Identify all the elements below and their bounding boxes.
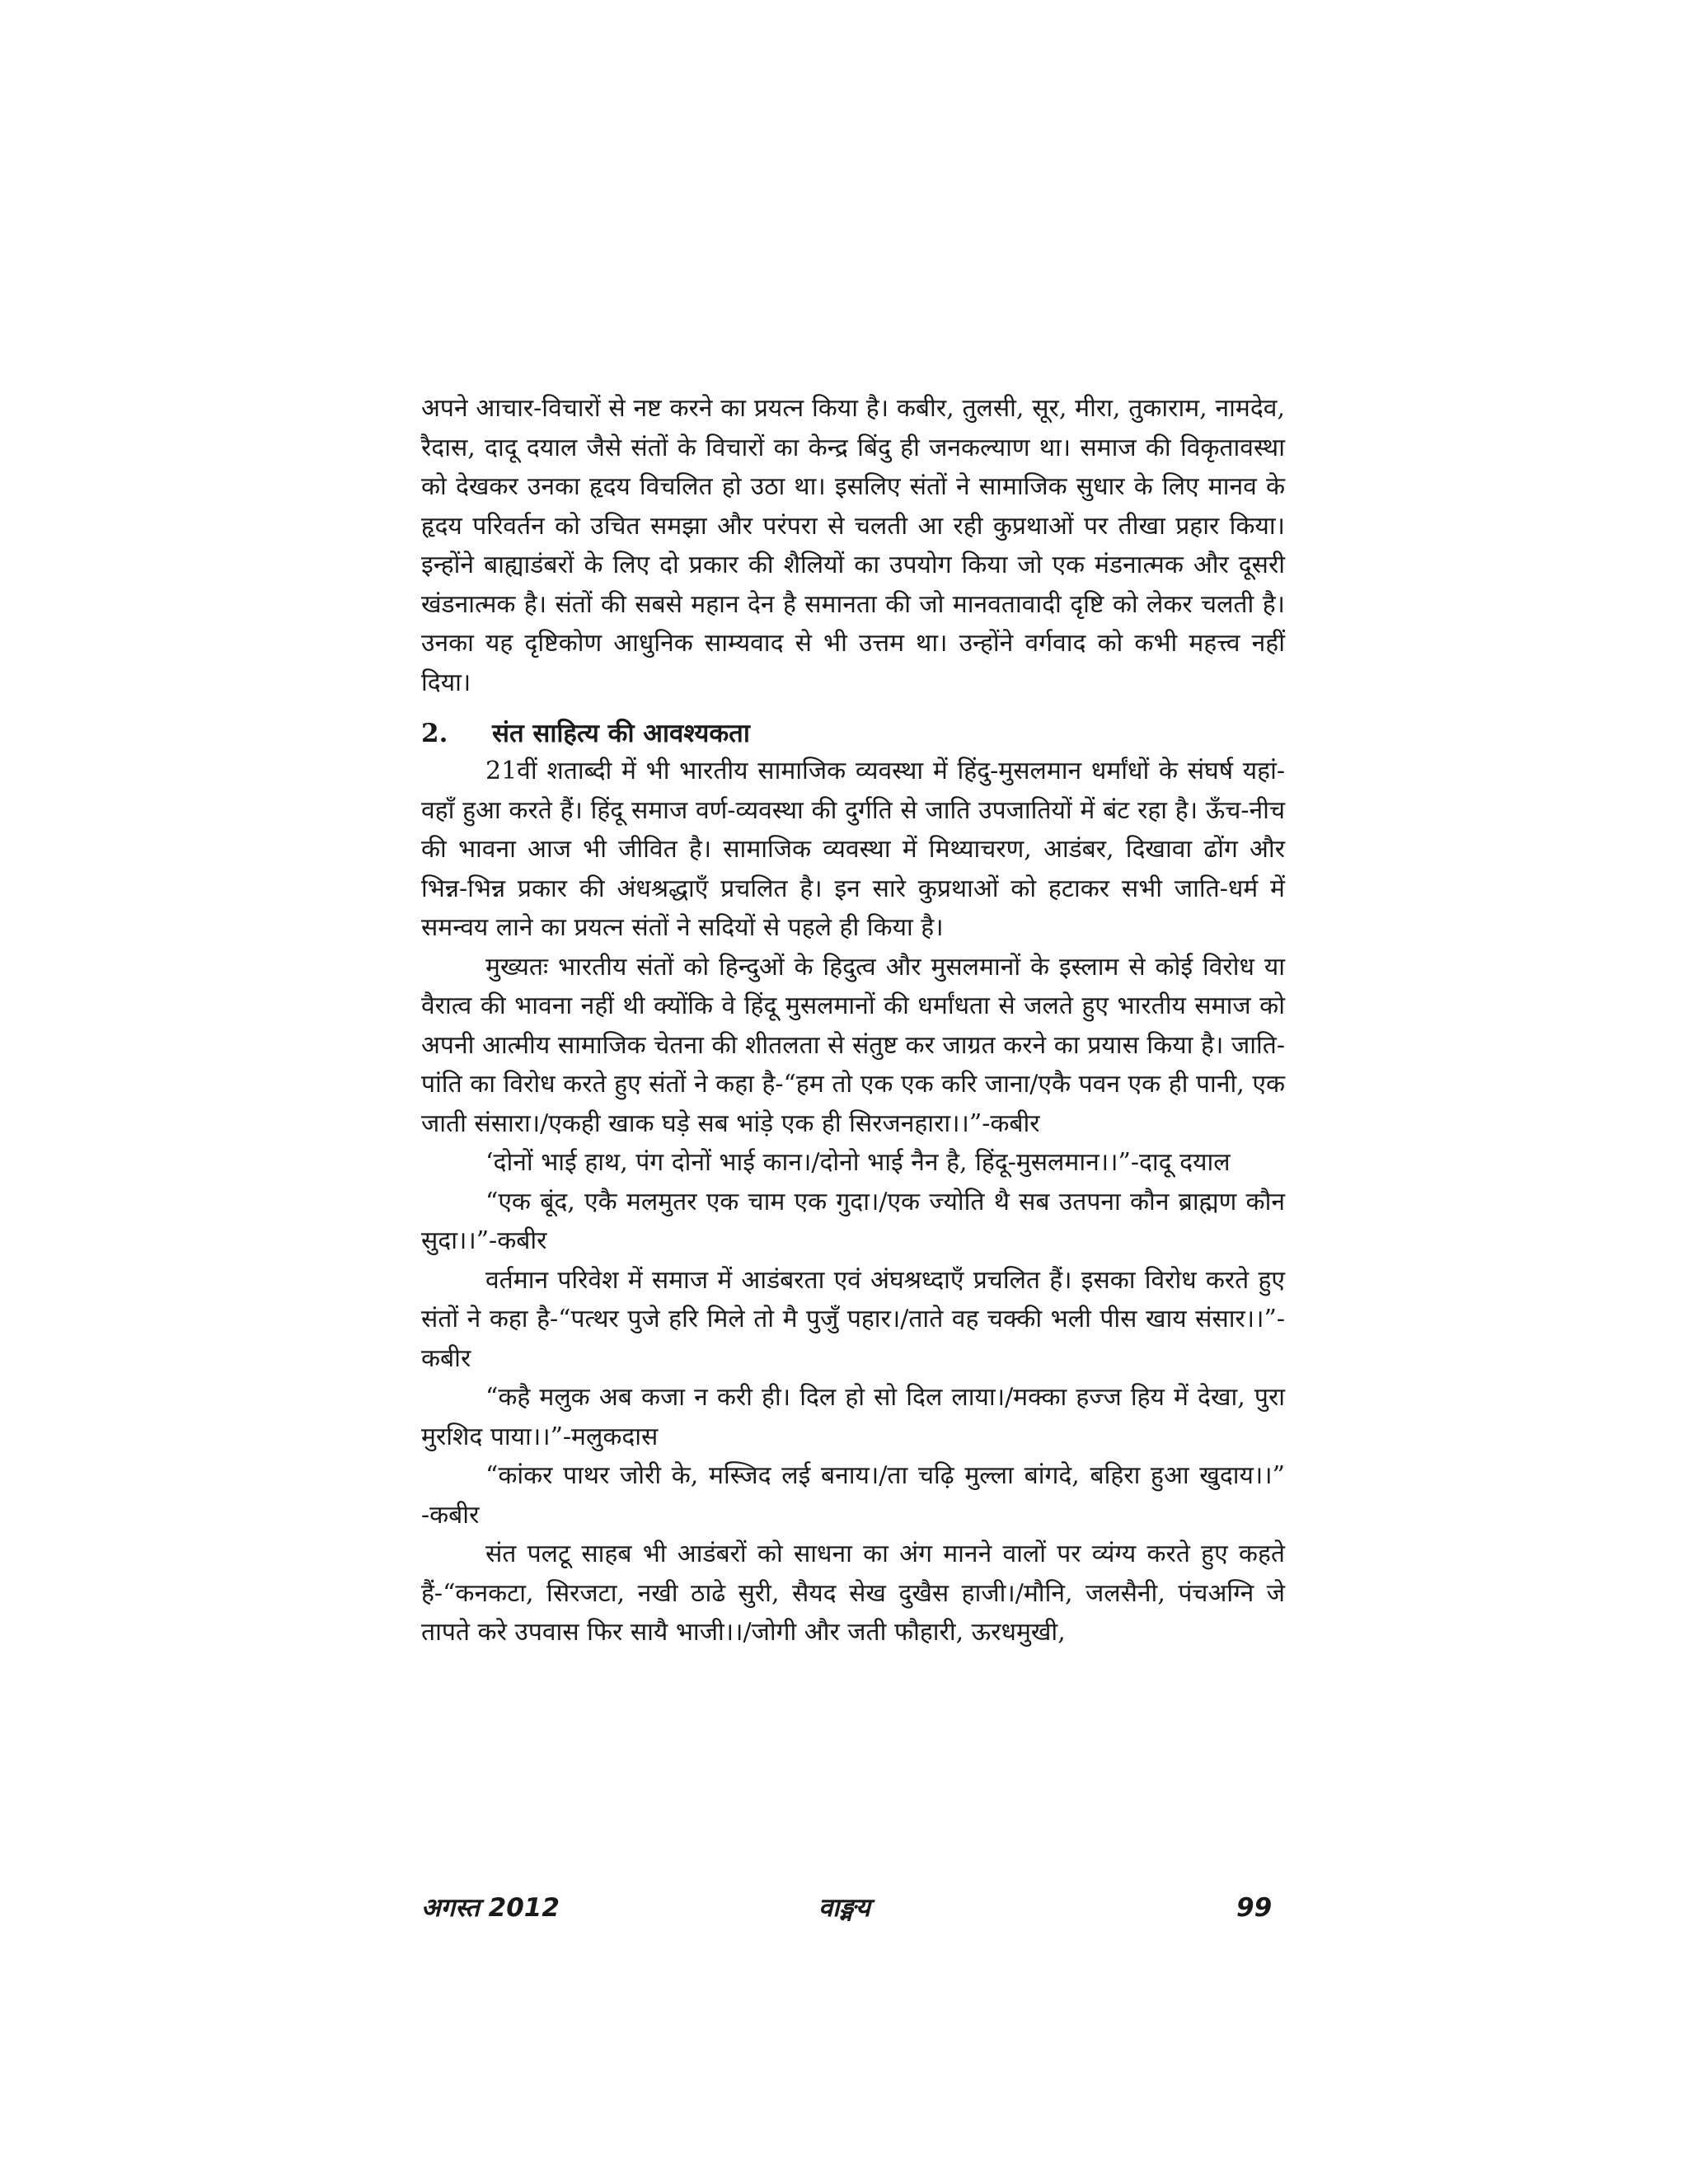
quote-paragraph: “एक बूंद, एकै मलमुतर एक चाम एक गुदा।/एक ज्योति थै सब उतपना कौन ब्राह्मण कौन सुदा।।”-कबीर <box>421 1187 1285 1255</box>
body-paragraph: संत पलटू साहब भी आडंबरों को साधना का अंग मानने वालों पर व्यंग्य करते हुए कहते हैं-“कनकटा, सिरजटा, नखी ठाढे सुरी, सैयद सेख दुखैस हाजी।/मौनि, जलसैनी, पंचअग्नि जे तापते करे उपवास फिर सायै भाजी।।/जोगी और जती फौहारी, ऊरधमुखी, <box>421 1540 1285 1647</box>
section-heading <box>421 715 1285 754</box>
body-paragraph: वर्तमान परिवेश में समाज में आडंबरता एवं अंघश्रध्दाएँ प्रचलित हैं। इसका विरोध करते हुए संतों ने कहा है-“पत्थर पुजे हरि मिले तो मै पुजुँ पहार।/ताते वह चक्की भली पीस खाय संसार।।”-कबीर <box>421 1265 1285 1373</box>
footer-page-number: 99 <box>1236 1893 1273 1923</box>
body-paragraph: 21वीं शताब्दी में भी भारतीय सामाजिक व्यवस्था में हिंदु-मुसलमान धर्मांधों के संघर्ष यहां-वहाँ हुआ करते हैं। हिंदू समाज वर्ण-व्यवस्था की दुर्गति से जाति उपजातियों में बंट रहा है। ऊँच-नीच की भावना आज भी जीवित है। सामाजिक व्यवस्था में मिथ्याचरण, आडंबर, दिखावा ढोंग और भिन्न-भिन्न प्रकार की अंधश्रद्धाएँ प्रचलित है। इन सारे कुप्रथाओं को हटाकर सभी जाति-धर्म में समन्वय लाने का प्रयत्न संतों ने सदियों से पहले ही किया है। <box>421 757 1285 942</box>
section-number: 2. <box>421 719 448 748</box>
footer-date: अगस्त 2012 <box>421 1893 560 1923</box>
intro-paragraph: अपने आचार-विचारों से नष्ट करने का प्रयत्न किया है। कबीर, तुलसी, सूर, मीरा, तुकाराम, नामदेव, रैदास, दादू दयाल जैसे संतों के विचारों का केन्द्र बिंदु ही जनकल्याण था। समाज की विकृतावस्था को देखकर उनका हृदय विचलित हो उठा था। इसलिए संतों ने सामाजिक सुधार के लिए मानव के हृदय परिवर्तन को उचित समझा और परंपरा से चलती आ रही कुप्रथाओं पर तीखा प्रहार किया। इन्होंने बाह्याडंबरों के लिए दो प्रकार की शैलियों का उपयोग किया जो एक मंडनात्मक और दूसरी खंडनात्मक है। संतों की सबसे महान देन है समानता की जो मानवतावादी दृष्टि को लेकर चलती है। उनका यह दृष्टिकोण आधुनिक साम्यवाद से भी उत्तम था। उन्होंने वर्गवाद को कभी महत्त्व नहीं दिया। <box>421 394 1285 697</box>
section-title: संत साहित्य की आवश्यकता <box>492 719 750 748</box>
quote-paragraph: ‘दोनों भाई हाथ, पंग दोनों भाई कान।/दोनो भाई नैन है, हिंदू-मुसलमान।।”-दादू दयाल <box>485 1148 1231 1177</box>
quote-paragraph: “कांकर पाथर जोरी के, मस्जिद लई बनाय।/ता चढ़ि मुल्ला बांगदे, बहिरा हुआ खुदाय।।” -कबीर <box>421 1461 1285 1530</box>
footer-journal-name: वाङ्मय <box>818 1893 870 1923</box>
section-body <box>421 752 1285 1652</box>
quote-paragraph: “कहै मलुक अब कजा न करी ही। दिल हो सो दिल लाया।/मक्का हज्ज हिय में देखा, पुरा मुरशिद पाया।।”-मलुकदास <box>421 1383 1285 1451</box>
body-paragraph: मुख्यतः भारतीय संतों को हिन्दुओं के हिदुत्व और मुसलमानों के इस्लाम से कोई विरोध या वैरात्व की भावना नहीं थी क्योंकि वे हिंदू मुसलमानों की धर्मांधता से जलते हुए भारतीय समाज को अपनी आत्मीय सामाजिक चेतना की शीतलता से संतुष्ट कर जाग्रत करने का प्रयास किया है। जाति-पांति का विरोध करते हुए संतों ने कहा है-“हम तो एक एक करि जाना/एकै पवन एक ही पानी, एक जाती संसारा।/एकही खाक घड़े सब भांड़े एक ही सिरजनहारा।।”-कबीर <box>421 952 1285 1138</box>
